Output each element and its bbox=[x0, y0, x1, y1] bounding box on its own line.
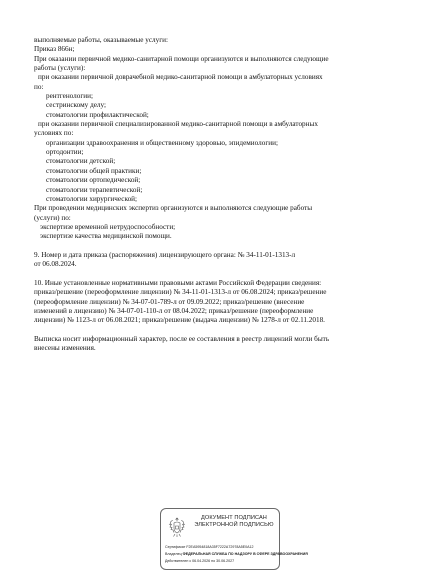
validity-row: Действителен с 06.04.2026 по 30.06.2027 bbox=[165, 559, 235, 563]
certificate-label: Сертификат bbox=[165, 545, 186, 549]
document-body bbox=[34, 36, 404, 354]
text-line: стоматологии детской; bbox=[46, 157, 116, 166]
text-line: при оказании первичной доврачебной медико-санитарной помощи в амбулаторных условиях bbox=[38, 73, 323, 82]
text-line: выполняемые работы, оказываемые услуги: bbox=[34, 36, 168, 44]
text-line: (услуги) по: bbox=[34, 213, 71, 222]
electronic-signature-stamp bbox=[160, 508, 308, 570]
text-line: сестринскому делу; bbox=[46, 101, 106, 110]
text-line: Приказ 866н; bbox=[34, 45, 75, 54]
text-line: стоматологии хирургической; bbox=[46, 194, 138, 203]
text-line: При оказании первичной медико-санитарной помощи организуются и выполняются следующие bbox=[34, 54, 329, 63]
text-line: Выписка носит информационный характер, после ее составления в реестр лицензий могли быть bbox=[34, 335, 330, 343]
owner-label: Владелец bbox=[165, 552, 182, 556]
text-line: стоматологии общей практики; bbox=[46, 166, 142, 175]
stamp-title-line: ЭЛЕКТРОННОЙ ПОДПИСЬЮ bbox=[194, 522, 274, 529]
owner-value: ФЕДЕРАЛЬНАЯ СЛУЖБА ПО НАДЗОРУ В СФЕРЕ ЗДРАВООХРАНЕНИЯ bbox=[182, 552, 308, 556]
owner-row bbox=[165, 552, 308, 557]
text-line: экспертизе временной нетрудоспособности; bbox=[40, 222, 176, 231]
text-line: 10. Иные установленные нормативными правовыми актами Российской Федерации сведения: bbox=[34, 278, 322, 287]
text-line: 9. Номер и дата приказа (распоряжения) лицензирующего органа: № 34-11-01-1313-л bbox=[34, 250, 296, 259]
text-line: ортодонтии; bbox=[46, 148, 84, 157]
text-line: (переоформление лицензии) № 34-07-01-789-л от 09.09.2022; приказ/решение (внесение bbox=[34, 297, 305, 306]
text-line: При проведении медицинских экспертиз организуются и выполняются следующие работы bbox=[34, 204, 313, 213]
text-line: стоматологии ортопедической; bbox=[46, 176, 141, 185]
text-line: внесены изменения. bbox=[34, 344, 96, 353]
text-line: организации здравоохранения и общественному здоровью, эпидемиологии; bbox=[46, 138, 278, 147]
text-line: рентгенологии; bbox=[46, 92, 93, 101]
text-line: стоматологии терапевтической; bbox=[46, 185, 143, 194]
text-line: условиях по: bbox=[34, 129, 74, 138]
text-line: от 06.08.2024. bbox=[34, 260, 77, 269]
certificate-row bbox=[165, 545, 279, 550]
russian-coat-of-arms-icon bbox=[165, 515, 189, 539]
certificate-value: F2EA5954818A35F7222A72978A5E0A12 bbox=[186, 545, 254, 549]
text-line: стоматологии профилактической; bbox=[46, 110, 149, 119]
text-line: изменений в лицензию) № 34-07-01-110-л от 08.04.2022; приказ/решение (переоформление bbox=[34, 306, 314, 315]
stamp-title-line: ДОКУМЕНТ ПОДПИСАН bbox=[201, 515, 267, 521]
text-line: работы (услуги): bbox=[34, 64, 86, 73]
text-line: при оказании первичной специализированной медико-санитарной помощи в амбулаторных bbox=[38, 120, 318, 129]
text-line: приказ/решение (переоформление лицензии) № 34-11-01-1313-л от 06.08.2024; приказ/решение bbox=[34, 288, 327, 297]
text-line: лицензии) № 1123-л от 06.08.2021; приказ/решение (выдача лицензии) № 1278-л от 02.11.2018. bbox=[34, 316, 325, 325]
text-line: по: bbox=[34, 82, 44, 91]
stamp-title bbox=[191, 515, 277, 529]
text-line: экспертизе качества медицинской помощи. bbox=[40, 232, 172, 241]
